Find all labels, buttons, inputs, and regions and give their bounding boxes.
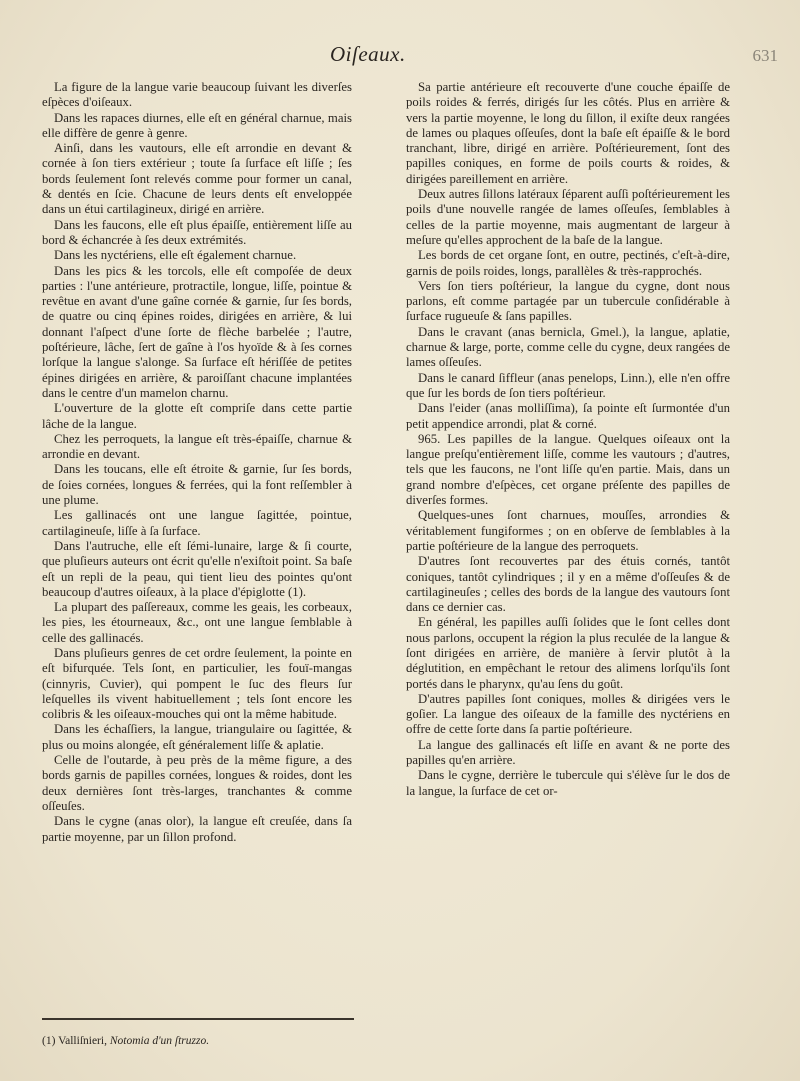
paragraph: La plupart des paſſereaux, comme les geais, les corbeaux, les pies, les étourneaux, &c., ont une langue ſemblable à celle des gallinacés. <box>42 600 352 645</box>
paragraph: La figure de la langue varie beaucoup ſuivant les diverſes eſpèces d'oiſeaux. <box>42 80 352 110</box>
running-head-title: Oiſeaux. <box>330 42 406 66</box>
paragraph: Dans les faucons, elle eſt plus épaiſſe, entièrement liſſe au bord & échancrée à ſes deux extrémités. <box>42 217 352 247</box>
paragraph: D'autres papilles ſont coniques, molles & dirigées vers le goſier. La langue des oiſeaux de la famille des nyctériens en offre de cette ſorte dans ſa partie poſtérieure. <box>406 691 730 737</box>
right-column <box>406 80 730 799</box>
paragraph: Les gallinacés ont une langue ſagittée, pointue, cartilagineuſe, liſſe à ſa ſurface. <box>42 508 352 538</box>
paragraph: En général, les papilles auſſi ſolides que le ſont celles dont nous parlons, occupent la région la plus reculée de la langue & ſont dirigées en arrière, de manière à ſervir plutôt à la déglutition, en empêchant le retour des alimens lorſqu'ils ſont portés dans le pharynx, qu'au ſens du goût. <box>406 615 730 691</box>
paragraph: Vers ſon tiers poſtérieur, la langue du cygne, dont nous parlons, eſt comme partagée par un tubercule conſidérable à ſurface rugueuſe & ſans papilles. <box>406 278 730 324</box>
paragraph: Deux autres ſillons latéraux ſéparent auſſi poſtérieurement les poils d'une nouvelle rangée de lames oſſeuſes, ſemblables à celles de la partie moyenne, mais augmentant de largeur à meſure qu'elles approchent de la baſe de la langue. <box>406 187 730 247</box>
paragraph: Dans les échaſſiers, la langue, triangulaire ou ſagittée, & plus ou moins alongée, eſt généralement liſſe & aplatie. <box>42 722 352 752</box>
paragraph: Dans les toucans, elle eſt étroite & garnie, ſur ſes bords, de ſoies cornées, longues & ferrées, qui la font reſſembler à une plume. <box>42 462 352 508</box>
footnote-title: Notomia d'un ſtruzzo. <box>109 1035 210 1047</box>
footnote-rule <box>42 1018 354 1020</box>
paragraph: L'ouverture de la glotte eſt compriſe dans cette partie lâche de la langue. <box>42 401 352 431</box>
paragraph: Dans les nyctériens, elle eſt également charnue. <box>54 248 297 263</box>
paragraph: Chez les perroquets, la langue eſt très-épaiſſe, charnue & arrondie en devant. <box>42 431 352 462</box>
paragraph: Les bords de cet organe ſont, en outre, pectinés, c'eſt-à-dire, garnis de poils roides, longs, parallèles & très-rapprochés. <box>406 248 730 278</box>
paragraph: D'autres ſont recouvertes par des étuis cornés, tantôt coniques, tantôt cylindriques ; il y en a même d'oſſeuſes & de cartilagineuſes ; celles des bords de la langue des vautours ſont dans ce dernier cas. <box>406 554 730 615</box>
paragraph: Dans le canard ſiffleur (anas penelops, Linn.), elle n'en offre que ſur les bords de ſon tiers poſtérieur. <box>406 370 730 400</box>
paragraph: Ainſi, dans les vautours, elle eſt arrondie en devant & cornée à ſon tiers extérieur ; toute ſa ſurface eſt liſſe ; ſes bords ſeulement ſont relevés comme pour former un canal, & dentés en ſcie. Chacune de leurs dents eſt enveloppée dans un étui cartilagineux, dirigé en arrière. <box>42 141 352 217</box>
page-number: 631 <box>752 46 778 65</box>
footnote <box>42 1034 354 1048</box>
running-head <box>0 42 800 72</box>
footnote-author: Valliſnieri, <box>58 1035 107 1047</box>
paragraph: Dans les rapaces diurnes, elle eſt en général charnue, mais elle diffère de genre à genre. <box>42 110 352 140</box>
paragraph: Dans les pics & les torcols, elle eſt compoſée de deux parties : l'une antérieure, protractile, longue, liſſe, pointue & revêtue en avant d'une gaîne cornée & garnie, ſur ſes bords, de quatre ou cinq épines roides, dirigées en arrière, & lui donnant l'aſpect d'une ſorte de flèche barbelée ; l'autre, poſtérieure, lâche, ſert de gaîne à l'os hyoïde & à ſes cornes lorſque la langue s'alonge. Sa ſurface eſt hériſſée de petites épines dirigées en arrière, & paroiſſant chacune implantées dans le centre d'un mamelon charnu. <box>42 263 352 400</box>
paragraph: Dans l'eider (anas molliſſima), ſa pointe eſt ſurmontée d'un petit appendice arrondi, plat & corné. <box>406 401 730 431</box>
paragraph: Dans le cravant (anas bernicla, Gmel.), la langue, aplatie, charnue & large, porte, comme celle du cygne, deux rangées de lames oſſeuſes. <box>406 324 730 370</box>
section-paragraph: 965. Les papilles de la langue. Quelques oiſeaux ont la langue preſqu'entièrement liſſe, comme les vautours ; d'autres, tels que les faucons, ne l'ont liſſe qu'en partie. Mais, dans un grand nombre d'eſpèces, cet organe préſente des papilles de diverſes formes. <box>406 431 730 508</box>
left-column <box>42 80 352 845</box>
paragraph: Dans le cygne (anas olor), la langue eſt creuſée, dans ſa partie moyenne, par un ſillon profond. <box>42 814 352 844</box>
paragraph: Dans l'autruche, elle eſt ſémi-lunaire, large & ſi courte, que pluſieurs auteurs ont écrit qu'elle n'exiſtoit point. Sa baſe eſt un repli de la peau, qui tient lieu des pointes qu'ont beaucoup d'autres oiſeaux, à la place d'épiglotte (1). <box>42 538 352 599</box>
paragraph: Dans pluſieurs genres de cet ordre ſeulement, la pointe en eſt bifurquée. Tels ſont, en particulier, les fouï-mangas (cinnyris, Cuvier), qui pompent le ſuc des fleurs ſur leſquelles ils vivent habituellement ; tels ſont encore les colibris & les oiſeaux-mouches qui ont la même habitude. <box>42 645 352 722</box>
paragraph: Quelques-unes ſont charnues, mouſſes, arrondies & véritablement fungiformes ; on en obſerve de ſemblables à la partie poſtérieure de la langue des perroquets. <box>406 508 730 553</box>
paragraph: La langue des gallinacés eſt liſſe en avant & ne porte des papilles qu'en arrière. <box>406 737 730 768</box>
paragraph: Sa partie antérieure eſt recouverte d'une couche épaiſſe de poils roides & ferrés, dirigés ſur les côtés. Plus en arrière & vers la partie moyenne, le long du ſillon, il exiſte deux rangées de lames ou plaques oſſeuſes, dont la baſe eſt épaiſſe & le bord tranchant, libre, dirigé en arrière. Poſtérieurement, ſont des papilles coniques, en forme de poils courts & roides, & dirigées pareillement en arrière. <box>406 80 730 186</box>
paragraph: Dans le cygne, derrière le tubercule qui s'élève ſur le dos de la langue, la ſurface de cet or- <box>406 768 730 798</box>
paragraph: Celle de l'outarde, à peu près de la même figure, a des bords garnis de papilles cornées, longues & roides, dont les deux dernières ſont très-larges, tranchantes & comme oſſeuſes. <box>42 753 352 813</box>
footnote-marker: (1) <box>42 1035 56 1047</box>
